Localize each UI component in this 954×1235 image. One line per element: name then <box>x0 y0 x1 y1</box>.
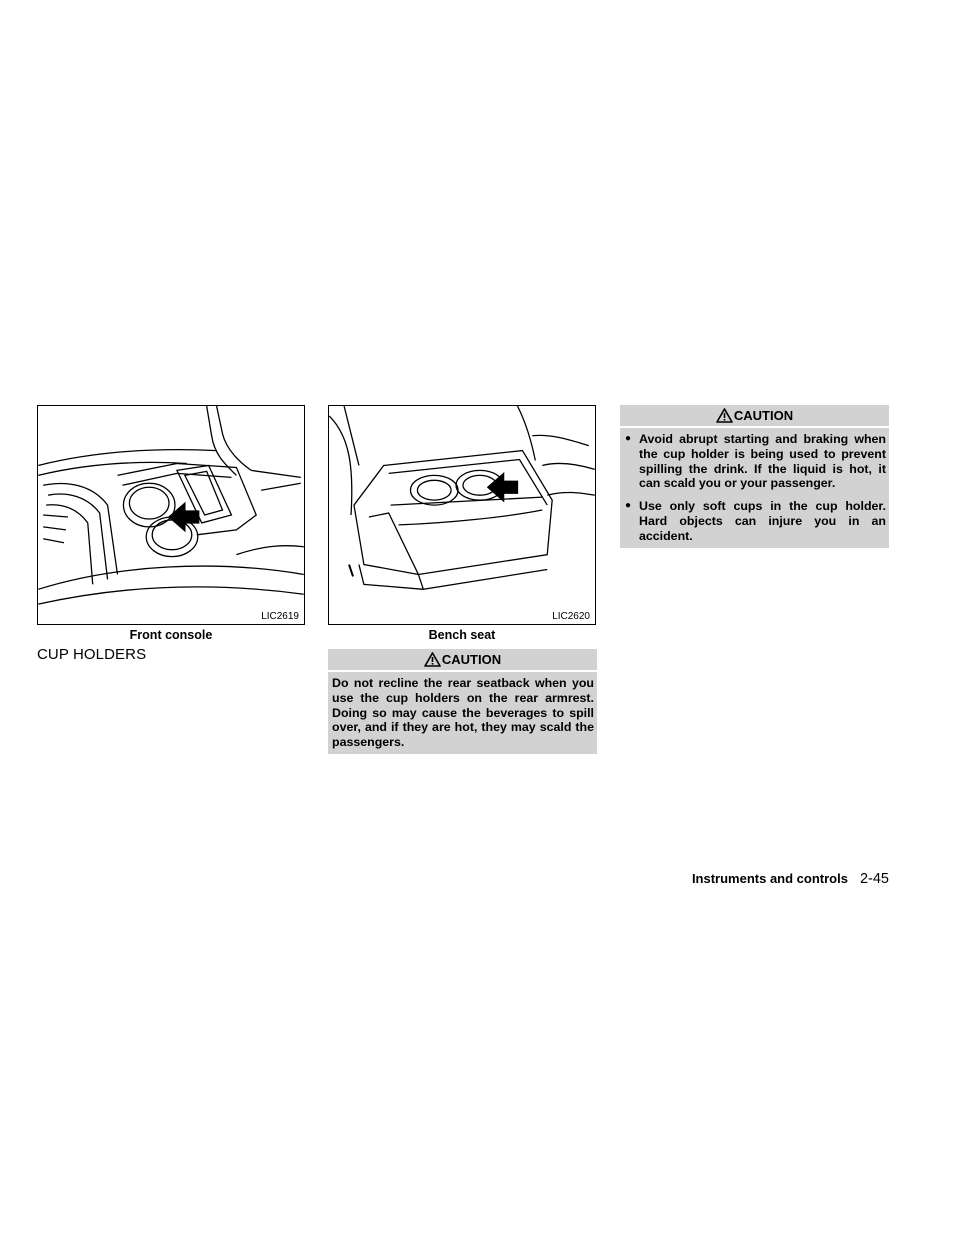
warning-triangle-icon <box>424 652 441 667</box>
caution-title: CAUTION <box>733 408 794 423</box>
figure-code: LIC2619 <box>261 611 299 622</box>
bullet-icon: ● <box>625 433 632 444</box>
front-console-figure <box>37 405 305 625</box>
caution-title: CAUTION <box>441 652 502 667</box>
bench-seat-figure <box>328 405 596 625</box>
warning-triangle-icon <box>716 408 733 423</box>
list-item <box>624 499 886 543</box>
figure-code: LIC2620 <box>552 611 590 622</box>
list-item-text: Use only soft cups in the cup holder. Hard objects can injure you in an accident. <box>639 499 886 543</box>
list-item <box>624 432 886 491</box>
figure-caption: Bench seat <box>428 628 496 642</box>
section-title: CUP HOLDERS <box>37 646 147 663</box>
bullet-icon: ● <box>625 500 632 512</box>
page-number: 2-45 <box>859 871 889 887</box>
caution-list <box>620 428 889 548</box>
caution-box-bench <box>328 649 597 754</box>
bench-seat-illustration <box>329 406 595 624</box>
list-item-text: Avoid abrupt starting and braking when the cup holder is being used to prevent spilling the drink. If the liquid is hot, it can scald you or your passenger. <box>639 432 886 491</box>
caution-header <box>620 405 889 428</box>
page-footer <box>692 871 889 887</box>
caution-box-cup-holder <box>620 405 889 548</box>
caution-header <box>328 649 597 672</box>
footer-section-name: Instruments and controls <box>691 871 848 886</box>
figure-caption: Front console <box>129 628 213 642</box>
front-console-illustration <box>38 406 304 624</box>
caution-text: Do not recline the rear seatback when you use the cup holders on the rear armrest. Doing so may cause the beverages to spill over, and if they are hot, they may scald the passengers. <box>332 676 594 750</box>
